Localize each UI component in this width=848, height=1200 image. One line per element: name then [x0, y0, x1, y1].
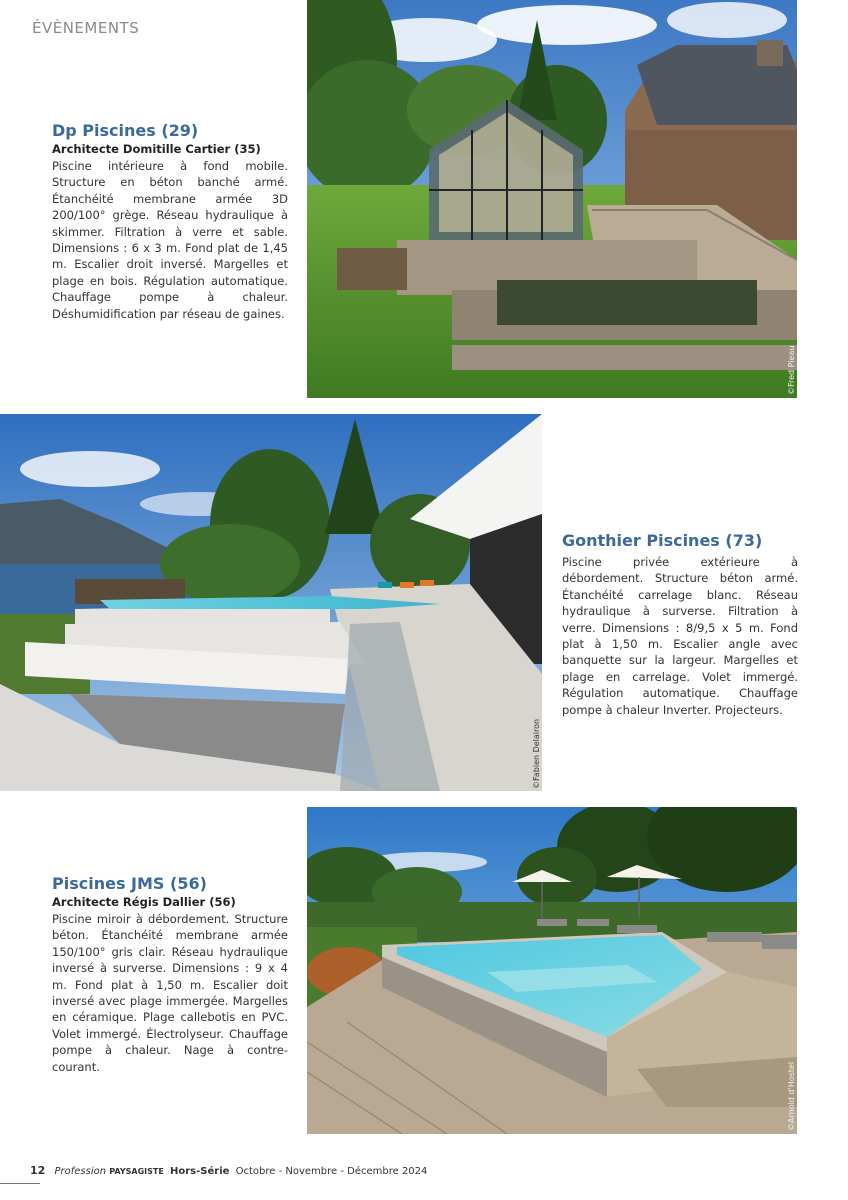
article-subtitle: Architecte Régis Dallier (56)	[52, 895, 236, 909]
article-dp-piscines	[52, 121, 288, 322]
article-body: Piscine miroir à débordement. Structure béton. Étanchéité membrane armée 150/100° gris clair. Réseau hydraulique inversé à surverse. Dimensions : 9 x 4 m. Fond plat à 1,50 m. Escalier doit inversé avec plage immergée. Margelles en céramique. Plage callebotis en PVC. Volet immergé. Électrolyseur. Chauffage pompe à chaleur. Nage à contre-courant.	[52, 912, 288, 1074]
page-number: 12	[30, 1164, 46, 1177]
article-title: Dp Piscines (29)	[52, 121, 199, 140]
article-piscines-jms	[52, 874, 288, 1075]
article-body: Piscine intérieure à fond mobile. Structure en béton banché armé. Étanchéité membrane armée 3D 200/100° grège. Réseau hydraulique à skimmer. Filtration à verre et sable. Dimensions : 6 x 3 m. Fond plat de 1,45 m. Escalier droit inversé. Margelles et plage en bois. Régulation automatique. Chauffage pompe à chaleur. Déshumidification par réseau de gaines.	[52, 159, 288, 321]
article-gonthier-piscines	[562, 531, 798, 718]
footer-divider	[0, 1183, 40, 1184]
photo-glass-pool-house	[307, 0, 797, 398]
article-title: Piscines JMS (56)	[52, 874, 207, 893]
article-body: Piscine privée extérieure à débordement. Structure béton armé. Étanchéité carrelage blanc. Réseau hydraulique à surverse. Filtration à verre. Dimensions : 8/9,5 x 5 m. Fond plat à 1,50 m. Escalier angle avec banquette sur la largeur. Margelles et plage en carrelage. Volet immergé. Régulation automatique. Chauffage pompe à chaleur Inverter. Projecteurs.	[562, 555, 798, 717]
photo-credit: ©Fabien Delairon	[532, 718, 541, 789]
magazine-brand: PAYSAGISTE	[109, 1167, 164, 1176]
page-footer	[30, 1164, 427, 1177]
photo-mirror-pool-deck	[307, 807, 797, 1134]
photo-lake-infinity-pool	[0, 414, 542, 791]
article-subtitle: Architecte Domitille Cartier (35)	[52, 142, 261, 156]
section-title: ÉVÈNEMENTS	[32, 19, 140, 37]
edition-label: Hors-Série	[170, 1166, 230, 1177]
issue-date: Octobre - Novembre - Décembre 2024	[235, 1166, 428, 1177]
article-title: Gonthier Piscines (73)	[562, 531, 763, 550]
photo-credit: ©Fred Pieau	[787, 345, 796, 395]
magazine-name: Profession	[54, 1166, 107, 1177]
photo-credit: ©Arnold d'Hostel	[787, 1061, 796, 1131]
